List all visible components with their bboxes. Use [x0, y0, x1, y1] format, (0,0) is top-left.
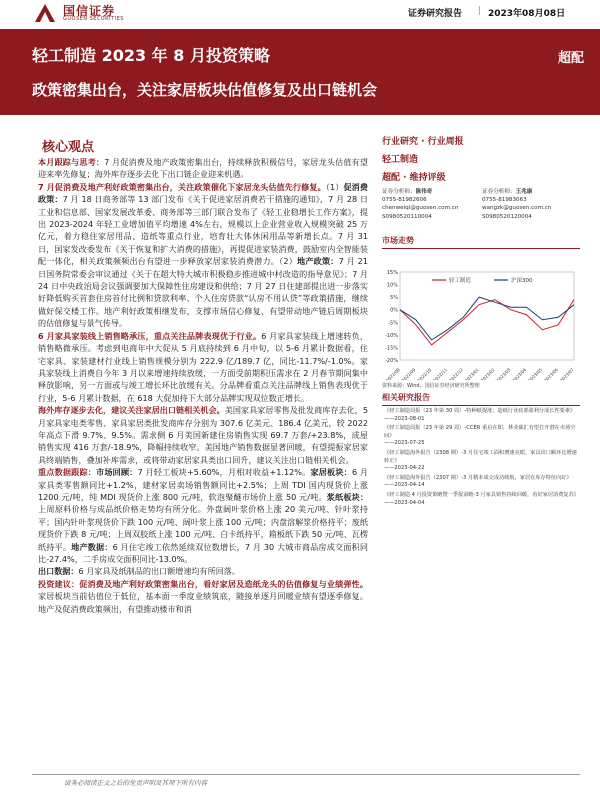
related-reports-header: 相关研究报告: [382, 392, 580, 406]
export-label: 出口数据：: [38, 566, 79, 577]
pulp-paper-label: 浆纸板块：: [326, 491, 368, 502]
analyst-name: 陈伟奇: [415, 189, 433, 195]
header-separator: |: [478, 6, 482, 16]
x-tick-label: 2022/12: [448, 367, 464, 380]
chart-plot-frame: [400, 272, 574, 360]
chart-svg: [382, 256, 580, 380]
industry-rating: 超配 · 维持评级: [382, 173, 446, 183]
paragraph-policy: [38, 181, 368, 330]
tracking-label: 本月跟踪与思考：: [38, 157, 105, 167]
analyst-email[interactable]: wangzk@guosen.com.cn: [482, 205, 552, 212]
related-report-date: ——2023-04-04: [384, 499, 425, 506]
related-report-date: ——2023-04-14: [384, 482, 425, 489]
series-line-light-industry: [400, 300, 574, 345]
x-tick-label: 2023/02: [479, 367, 496, 380]
x-tick-label: 2023/06: [543, 367, 559, 380]
x-tick-label: 2022/11: [432, 367, 449, 380]
x-tick-label: 2023/01: [463, 367, 480, 380]
page-header: [0, 0, 600, 28]
x-tick-label: 2023/04: [511, 367, 528, 380]
overseas-text: 美国家具家居零售及批发商库存去化，5 月家具家电类零售、家具家居类批发商库存分别为 307.6 亿美元、186.4 亿美元，较 2022 年高点下滑 9.7%、9.5%。需求侧 6 月美国新建住房销售实现 69.7 万套/+23.8%，成屋销售实现 416 万套/-18.9%，降幅持续收窄。美国地产销售数据显著回暖，有望提振家居家具终端销售，叠加补库需求，或将带动家居家具类出口回升，建议关注出口链相关机会。: [38, 405, 368, 465]
related-report-date: ——2023-08-01: [384, 415, 425, 422]
logo-text-en: GUOSEN SECURITIES: [63, 16, 124, 22]
related-report-item[interactable]: [384, 425, 580, 448]
market-review-text: 7 月轻工板块+5.60%，月相对收益+1.12%。: [137, 467, 311, 478]
analyst-role: 证券分析师：: [482, 189, 516, 195]
y-tick-label: 5%: [390, 295, 398, 302]
policy-bold-a: 促消费政策：: [38, 181, 368, 205]
investment-label: 投资建议：: [38, 578, 80, 589]
analyst-phone: 0755-81983063: [482, 197, 527, 204]
pulp-paper-text: 上周原料价格与成品纸价格走势均有所分化。外盘阔叶浆价格上涨 20 美元/吨、针叶浆持平；国内针叶浆现货价下跌 100 元/吨、阔叶浆上涨 100 元/吨；内盘溶解浆价格持平；废纸现货价下跌 8 元/吨；上周双胶纸上涨 100 元/吨、白卡纸持平，箱板纸下跌 50 元/吨、瓦楞纸持平。: [38, 504, 368, 552]
report-subtitle: 政策密集出台，关注家居板块估值修复及出口链机会: [32, 81, 378, 99]
footer-divider: [32, 774, 580, 775]
paragraph-investment: [38, 578, 368, 615]
market-trend-chart: [382, 256, 580, 380]
related-report-item[interactable]: [384, 475, 580, 490]
report-category: 行业研究 · 行业周报: [382, 137, 464, 147]
report-title: 轻工制造 2023 年 8 月投资策略: [32, 46, 270, 65]
rating-badge: 超配: [557, 51, 584, 66]
related-report-item[interactable]: [384, 408, 580, 423]
related-report-item[interactable]: [384, 450, 580, 473]
x-tick-label: 2022/09: [400, 367, 417, 380]
paragraph-online-sales: [38, 330, 368, 404]
disclaimer-footer: 请务必阅读正文之后的免责声明及其项下所有内容: [64, 779, 207, 787]
y-tick-label: -15%: [385, 345, 398, 352]
x-tick-label: 2023/05: [527, 367, 544, 380]
overseas-label: 海外库存逐步去化，建议关注家居出口链相关机会。: [38, 405, 225, 416]
y-tick-label: 0%: [390, 307, 398, 314]
title-banner: [0, 29, 600, 115]
analyst-role: 证券分析师：: [382, 189, 416, 195]
real-estate-label: 地产数据：: [71, 541, 113, 552]
x-tick-label: 2023/03: [495, 367, 512, 380]
analyst-license: S0980520120004: [482, 213, 532, 220]
online-sales-text: 6 月家具家装线上增速转负，销售略微承压。考虑到电商年中大促从 5 月底持续到 6 月中旬，以 5-6 月累计数据看，住宅家具、家装建材行业线上销售规模分别为 222.9 亿/189.7 亿，同比-11.7%/-1.0%。家具家装线上消费自今年 3 月以来增速持续放缓，一方面受前期积压需求在 2 月春节期间集中释放影响，另一方面或与竣工增长环比放缓有关。分品牌看重点关注品牌线上销售表现优于行业，5-6 月累计数据，在 618 大促加持下大部分品牌实现双位数正增长。: [38, 330, 368, 403]
investment-highlight: 促消费及地产利好政策密集出台，看好家居及造纸龙头的估值修复与业绩弹性。: [79, 578, 368, 589]
data-tracking-label: 重点数据跟踪：: [38, 467, 97, 478]
x-tick-label: 2022/10: [416, 367, 433, 380]
analyst-license: S0980520110004: [382, 213, 432, 220]
paragraph-data-tracking: [38, 466, 368, 578]
guosen-logo-icon: [33, 2, 57, 24]
section-title: 核心观点: [42, 140, 95, 155]
policy-text-a: （1）: [325, 181, 344, 192]
related-report-date: ——2023-07-25: [384, 440, 425, 447]
related-report-title: 《轻工制造海外报告（2307 期）-3 月精本成交成功续航，家居在库存特征向好》: [384, 474, 572, 481]
policy-bold-b: 地产政策：: [297, 256, 339, 267]
related-report-title: 《轻工制造周报（23 年第 29 周）-CCER 重启在即，林业碳汇有望打开潜在市场空间》: [384, 425, 576, 439]
related-report-title: 《轻工制造周报（23 年第 30 周）-特种纸提涨；造纸行业底部盈利分成长性要素》: [384, 408, 576, 414]
home-furnishing-text: 6 月家具类零售额同比+1.2%，建材家居卖场销售额同比+2.5%；上周 TDI 国内现货价上涨 1200 元/吨，纯 MDI 现货价上涨 800 元/吨，软泡聚醚市场价上涨 50 元/吨。: [38, 467, 368, 502]
home-furnishing-label: 家居板块：: [310, 467, 352, 478]
analyst-email[interactable]: chenweiqi@guosen.com.cn: [382, 205, 459, 212]
report-date: 2023年08月08日: [488, 9, 566, 19]
analyst-phone: 0755-81982606: [382, 197, 427, 204]
related-report-title: 《轻工制造 4 月投资策略暨一季报前瞻-3 月家具销售持续回暖，看好家居消费复苏》: [384, 491, 579, 498]
related-report-date: ——2023-04-22: [384, 465, 425, 472]
policy-text-b: 7 月 18 日商务部等 13 部门发布《关于促进家居消费若干措施的通知》，7 月 28 日工业和信息部、国家发展改革委、商务部等三部门联合发布了《轻工业稳增长工作方案》，提出 2023-2024 年轻工业增加值平均增速 4%左右，规模以上企业营业收入规模突破 25 万亿元，着力稳住家居用品、造纸等重点行业，培育壮大体休闲用品等新增长点。7 月 31 日，国家发改委发布《关于恢复和扩大消费的措施》，再提促进家装消费，鼓励室内全智能装配一体化，相关政策频频出台有望进一步释放家居家装消费潜力。（2）: [38, 194, 368, 267]
industry-name: 轻工制造: [382, 155, 419, 165]
related-report-title: 《轻工制造海外报告（2308 期）-3 月住宅竣工面积增速亮眼，家具出口额环比增速转正》: [384, 449, 577, 464]
y-tick-label: -10%: [385, 332, 398, 339]
analyst-card: [382, 188, 478, 221]
x-tick-label: 2023/07: [558, 367, 575, 380]
analyst-name: 王兆康: [515, 189, 533, 195]
market-trend-header: 市场走势: [382, 235, 580, 249]
y-tick-label: 15%: [386, 270, 398, 276]
y-tick-label: -5%: [388, 320, 398, 327]
y-tick-label: -20%: [385, 358, 398, 364]
paragraph-overseas: [38, 404, 368, 466]
report-type: 证券研究报告: [408, 9, 463, 19]
policy-text-c: 7 月 21 日国务院常委会审议通过《关于在超大特大城市积极稳步推进城中村改造的指导意见》；7 月 24 日中央政治局会议强调要加大保障性住房建设和供给；7 月 27 日住建部提出进一步落实好降低购买首套住房首付比例和贷款利率、个人住房贷款“认房不用认贷”等政策措施，继续做好保交楼工作。地产利好政策相继发布，支撑市场信心修复，有望带动地产链后周期板块的估值修复与景气传导。: [38, 256, 368, 329]
series-line-csi300: [400, 297, 574, 340]
export-text: 6 月家具及纸制品的出口额增速均有所回落。: [78, 566, 240, 577]
paragraph-tracking: [38, 156, 368, 181]
related-report-item[interactable]: [384, 492, 580, 507]
investment-text: 家居板块当前估值位于低位，基本面一季度业绩筑底，随接单逐月回暖业绩有望逐季修复。地产及促消费政策频出，有望推动楼市和消: [38, 591, 368, 614]
analyst-card: [482, 188, 578, 221]
logo: [33, 2, 153, 26]
policy-label: 7 月促消费及地产利好政策密集出台，关注政策催化下家居龙头估值先行修复。: [38, 181, 326, 192]
legend-label: 轻工制造: [449, 278, 472, 284]
tracking-text: 7 月促消费及地产政策密集出台，持续释放积极信号，家居龙头估值有望迎来率先修复；海外库存逐步去化下出口链企业迎来机遇。: [38, 157, 368, 180]
y-tick-label: 10%: [386, 282, 398, 289]
online-sales-label: 6 月家具家装线上销售略承压，重点关注品牌表现优于行业。: [38, 330, 262, 341]
x-tick-label: 2022/08: [384, 367, 401, 380]
legend-label: 沪深300: [511, 278, 533, 284]
main-content: [38, 156, 368, 615]
related-reports-list: [384, 408, 580, 509]
market-review-label: 市场回顾：: [96, 467, 138, 478]
logo-text-cn: 国信证券: [63, 4, 116, 18]
real-estate-text: 6 月住宅竣工依然延续双位数增长，7 月 30 大城市商品房成交面积同比-27.4%，二手房成交面积同比-13.0%。: [38, 541, 368, 564]
chart-source: 资料来源：Wind、国信证券经济研究所整理: [382, 383, 480, 389]
